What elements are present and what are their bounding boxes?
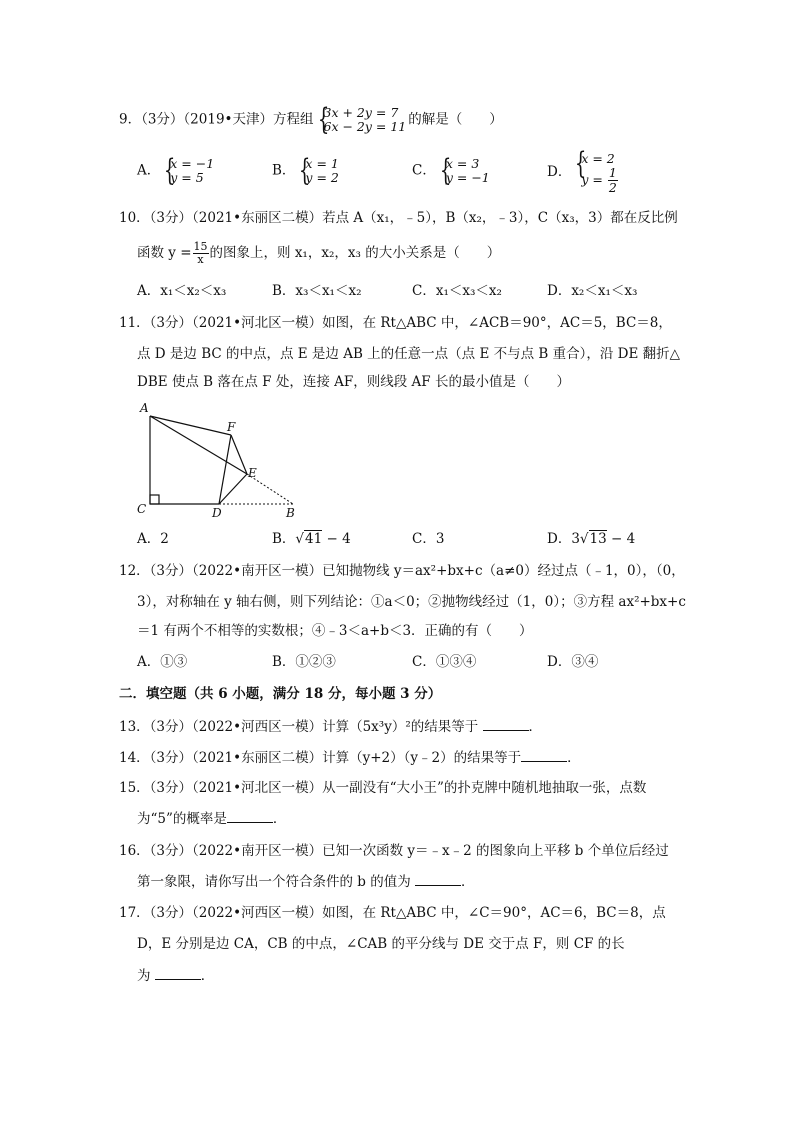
q12-line2: 3），对称轴在 y 轴右侧，则下列结论：①a＜0；②抛物线经过（1，0）；③方程 ax²+bx+c (137, 594, 686, 610)
option-letter: D．3 (547, 531, 580, 547)
option-letter: B． (272, 531, 296, 547)
q10-line1: 10．（3分）（2021•东丽区二模）若点 A（x₁，﹣5），B（x₂，﹣3），C（x₃，3）都在反比例 (119, 210, 678, 226)
q14-text: 14．（3分）（2021•东丽区二模）计算（y+2）（y﹣2）的结果等于 (119, 750, 522, 766)
q10-text: 函数 y = (137, 245, 192, 261)
q13 (119, 717, 542, 736)
option-tail: − 4 (322, 531, 351, 547)
q17-text: 为 (137, 968, 151, 984)
q10-line2 (137, 241, 500, 266)
q9-eq1: { 3x + 2y = 7 (323, 105, 399, 120)
option-line: { x = 2 (581, 151, 615, 166)
q16-line2 (137, 872, 475, 891)
q11-line1: 11．（3分）（2021•河北区一模）如图，在 Rt△ABC 中，∠ACB＝90°，AC＝5，BC＝8， (119, 315, 672, 331)
q11-option-c[interactable]: C．3 (412, 531, 445, 547)
q12-option-d[interactable]: D．③④ (547, 654, 599, 670)
option-letter: D． (547, 164, 572, 180)
segment-fe (231, 435, 247, 474)
option-line: y = 2 (305, 170, 339, 185)
q11-line2: 点 D 是边 BC 的中点，点 E 是边 AB 上的任意一点（点 E 不与点 B 重合），沿 DE 翻折△ (137, 346, 681, 362)
q9-option-d[interactable] (547, 150, 621, 195)
q13-answer-blank[interactable] (483, 717, 529, 731)
q16-line1: 16．（3分）（2022•南开区一模）已知一次函数 y＝﹣x﹣2 的图象向上平移 b 个单位后经过 (119, 843, 669, 859)
q17-line3 (137, 966, 214, 985)
q11-option-b[interactable]: B．√41 − 4 (272, 531, 351, 547)
q15-tail: ． (272, 811, 287, 827)
label-c: C (137, 502, 147, 516)
q12-option-c[interactable]: C．①③④ (412, 654, 477, 670)
q9-option-c[interactable] (412, 157, 492, 185)
q9-eq2: 6x − 2y = 11 (323, 119, 407, 134)
radicand: 41 (305, 531, 323, 547)
q16-text: 第一象限，请你写出一个符合条件的 b 的值为 (137, 874, 411, 890)
label-d: D (212, 506, 222, 520)
q14 (119, 748, 581, 767)
q16-tail: ． (461, 874, 475, 890)
option-line: y = −1 (445, 170, 490, 185)
q9-stem (119, 106, 503, 134)
q14-tail: ． (567, 750, 581, 766)
q13-tail: ． (528, 719, 543, 735)
option-line: { x = 1 (305, 156, 339, 171)
q11-line3: DBE 使点 B 落在点 F 处，连接 AF，则线段 AF 长的最小值是（ ） (137, 374, 570, 390)
q11-option-a[interactable]: A．2 (137, 531, 169, 547)
q9-option-a[interactable] (137, 157, 216, 185)
option-tail: − 4 (606, 531, 636, 547)
label-a: A (140, 401, 149, 415)
q17-tail: ． (200, 968, 215, 984)
option-letter: C． (412, 162, 436, 179)
q11-option-d[interactable]: D．3√13 − 4 (547, 531, 636, 547)
q11-figure (130, 398, 305, 523)
q10-option-d[interactable]: D．x₂＜x₁＜x₃ (547, 283, 638, 299)
q15-line1: 15．（3分）（2021•河北区一模）从一副没有“大小王”的扑克牌中随机地抽取一张，点数 (119, 780, 647, 796)
q9-option-b[interactable] (272, 157, 341, 185)
q10-option-b[interactable]: B．x₃＜x₁＜x₂ (272, 283, 362, 299)
label-f: F (227, 420, 236, 434)
q9-equation-system (316, 106, 407, 134)
q10-option-a[interactable]: A．x₁＜x₂＜x₃ (137, 283, 227, 299)
q17-line1: 17．（3分）（2022•河西区一模）如图，在 Rt△ABC 中，∠C＝90°，AC＝6，BC＝8，点 (119, 905, 666, 921)
q12-option-a[interactable]: A．①③ (137, 654, 188, 670)
frac-num: 1 (608, 165, 617, 180)
q15-text: 为“5”的概率是 (137, 811, 227, 827)
q10-option-c[interactable]: C．x₁＜x₃＜x₂ (412, 283, 502, 299)
option-line: { x = −1 (170, 156, 215, 171)
q14-answer-blank[interactable] (521, 748, 567, 762)
q15-answer-blank[interactable] (227, 809, 273, 823)
segment-af (150, 416, 231, 435)
q10-text: 的图象上，则 x₁，x₂，x₃ 的大小关系是（ ） (209, 245, 501, 261)
q15-line2 (137, 809, 286, 828)
radicand: 13 (589, 531, 607, 547)
option-line: { x = 3 (445, 156, 480, 171)
q12-line1: 12．（3分）（2022•南开区一模）已知抛物线 y＝ax²+bx+c（a≠0）经过点（﹣1，0），（0， (119, 563, 685, 579)
option-line: y = (581, 172, 603, 187)
q17-line2: D，E 分别是边 CA，CB 的中点，∠CAB 的平分线与 DE 交于点 F，则 CF 的长 (137, 936, 625, 952)
q13-text: 13．（3分）（2022•河西区一模）计算（5x³y）²的结果等于 (119, 719, 479, 735)
option-line: y = 5 (170, 170, 204, 185)
q12-line3: ＝1 有两个不相等的实数根；④﹣3＜a+b＜3．正确的有（ ） (137, 623, 533, 639)
option-letter: A． (137, 162, 161, 179)
label-b: B (286, 506, 295, 520)
q16-answer-blank[interactable] (415, 872, 461, 886)
q9-stem-tail: 的解是（ ） (408, 111, 503, 128)
label-e: E (248, 466, 257, 480)
frac-den: 2 (608, 180, 617, 195)
section-heading: 二．填空题（共 6 小题，满分 18 分，每小题 3 分） (119, 686, 442, 702)
q17-answer-blank[interactable] (155, 966, 201, 980)
q12-option-b[interactable]: B．①②③ (272, 654, 336, 670)
frac-num: 15 (193, 240, 208, 253)
frac-den: x (197, 253, 204, 266)
q9-stem-text: 9．（3分）（2019•天津）方程组 (119, 111, 314, 128)
right-angle-mark (150, 495, 159, 504)
option-letter: B． (272, 162, 296, 179)
